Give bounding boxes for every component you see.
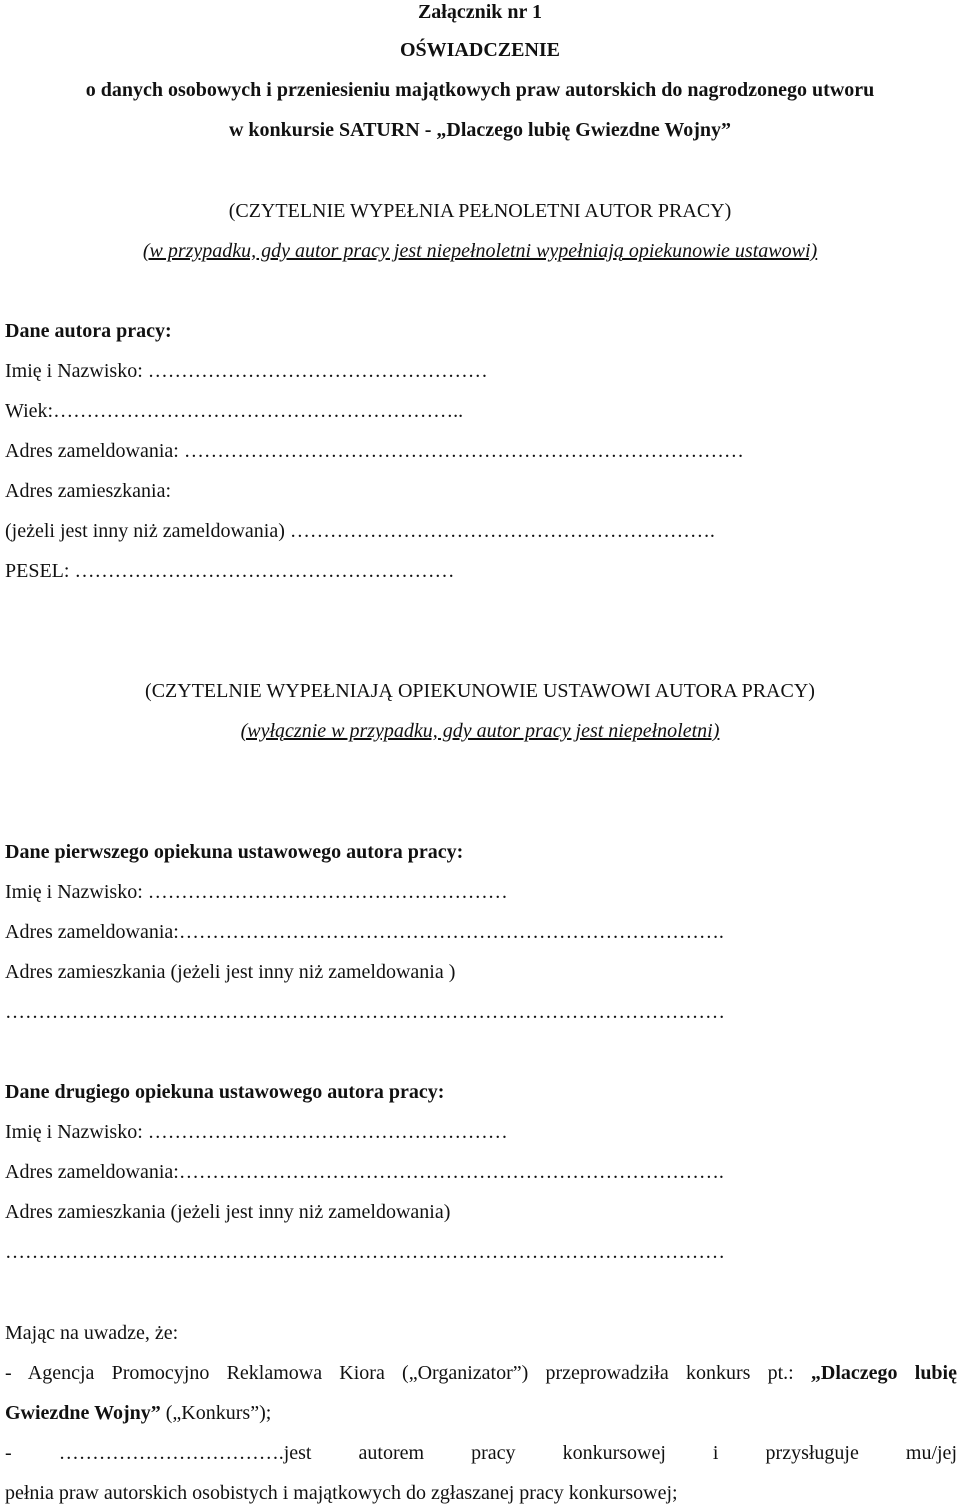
first-guardian-label: Dane pierwszego opiekuna ustawowego autora pracy: [5,841,464,863]
author-data-label: Dane autora pracy: [5,320,172,342]
author-residence-label: Adres zamieszkania: [5,480,172,502]
author-residence-field: (jeżeli jest inny niż zameldowania) ………………………………………………………. [5,520,715,542]
document-subtitle-line1: o danych osobowych i przeniesieniu majątkowych praw autorskich do nagrodzonego utworu [85,79,875,101]
document-subtitle-line2: w konkursie SATURN - „Dlaczego lubię Gwiezdne Wojny” [228,119,732,141]
declaration-item1-suffix: („Konkurs”); [160,1402,272,1424]
guardians-section-heading: (CZYTELNIE WYPEŁNIAJĄ OPIEKUNOWIE USTAWOWI AUTORA PRACY) [145,680,815,702]
first-guardian-residence-field: ……………………………………………………………………………………………… [5,1001,725,1023]
author-age-field: Wiek:…………………………………………………….. [5,400,464,422]
first-guardian-registered-field: Adres zameldowania:………………………………………………………………………. [5,921,724,943]
author-section-note: (w przypadku, gdy autor pracy jest niepełnoletni wypełniają opiekunowie ustawowi) [142,240,818,262]
contest-name-part2: Gwiezdne Wojny” [5,1402,161,1424]
author-name-field: Imię i Nazwisko: …………………………………………… [5,360,488,382]
author-registered-address-field: Adres zameldowania: ………………………………………………………………………… [5,440,744,462]
declaration-intro: Mając na uwadze, że: [5,1322,179,1344]
second-guardian-label: Dane drugiego opiekuna ustawowego autora pracy: [5,1081,445,1103]
declaration-item2-line1: - …………………………….jest autorem pracy konkursowej i przysługuje mu/jej [5,1442,957,1464]
contest-name-part1: „Dlaczego lubię [810,1362,957,1384]
declaration-item1-line2 [5,1401,271,1425]
guardians-section-note: (wyłącznie w przypadku, gdy autor pracy jest niepełnoletni) [240,720,720,742]
first-guardian-name-field: Imię i Nazwisko: ……………………………………………… [5,881,508,903]
author-section-heading: (CZYTELNIE WYPEŁNIA PEŁNOLETNI AUTOR PRACY) [228,200,732,222]
document-title: OŚWIADCZENIE [399,39,561,61]
attachment-number: Załącznik nr 1 [417,1,543,23]
second-guardian-residence-label: Adres zamieszkania (jeżeli jest inny niż zameldowania) [5,1201,451,1223]
declaration-item1-text: - Agencja Promocyjno Reklamowa Kiora („Organizator”) przeprowadziła konkurs pt.: [5,1362,811,1384]
second-guardian-registered-field: Adres zameldowania:………………………………………………………………………. [5,1161,724,1183]
declaration-item1-line1 [5,1361,957,1385]
author-pesel-field: PESEL: ………………………………………………… [5,560,455,582]
first-guardian-residence-label: Adres zamieszkania (jeżeli jest inny niż zameldowania ) [5,961,456,983]
second-guardian-residence-field: ……………………………………………………………………………………………… [5,1241,725,1263]
second-guardian-name-field: Imię i Nazwisko: ……………………………………………… [5,1121,508,1143]
declaration-item2-line2: pełnia praw autorskich osobistych i majątkowych do zgłaszanej pracy konkursowej; [5,1482,678,1504]
